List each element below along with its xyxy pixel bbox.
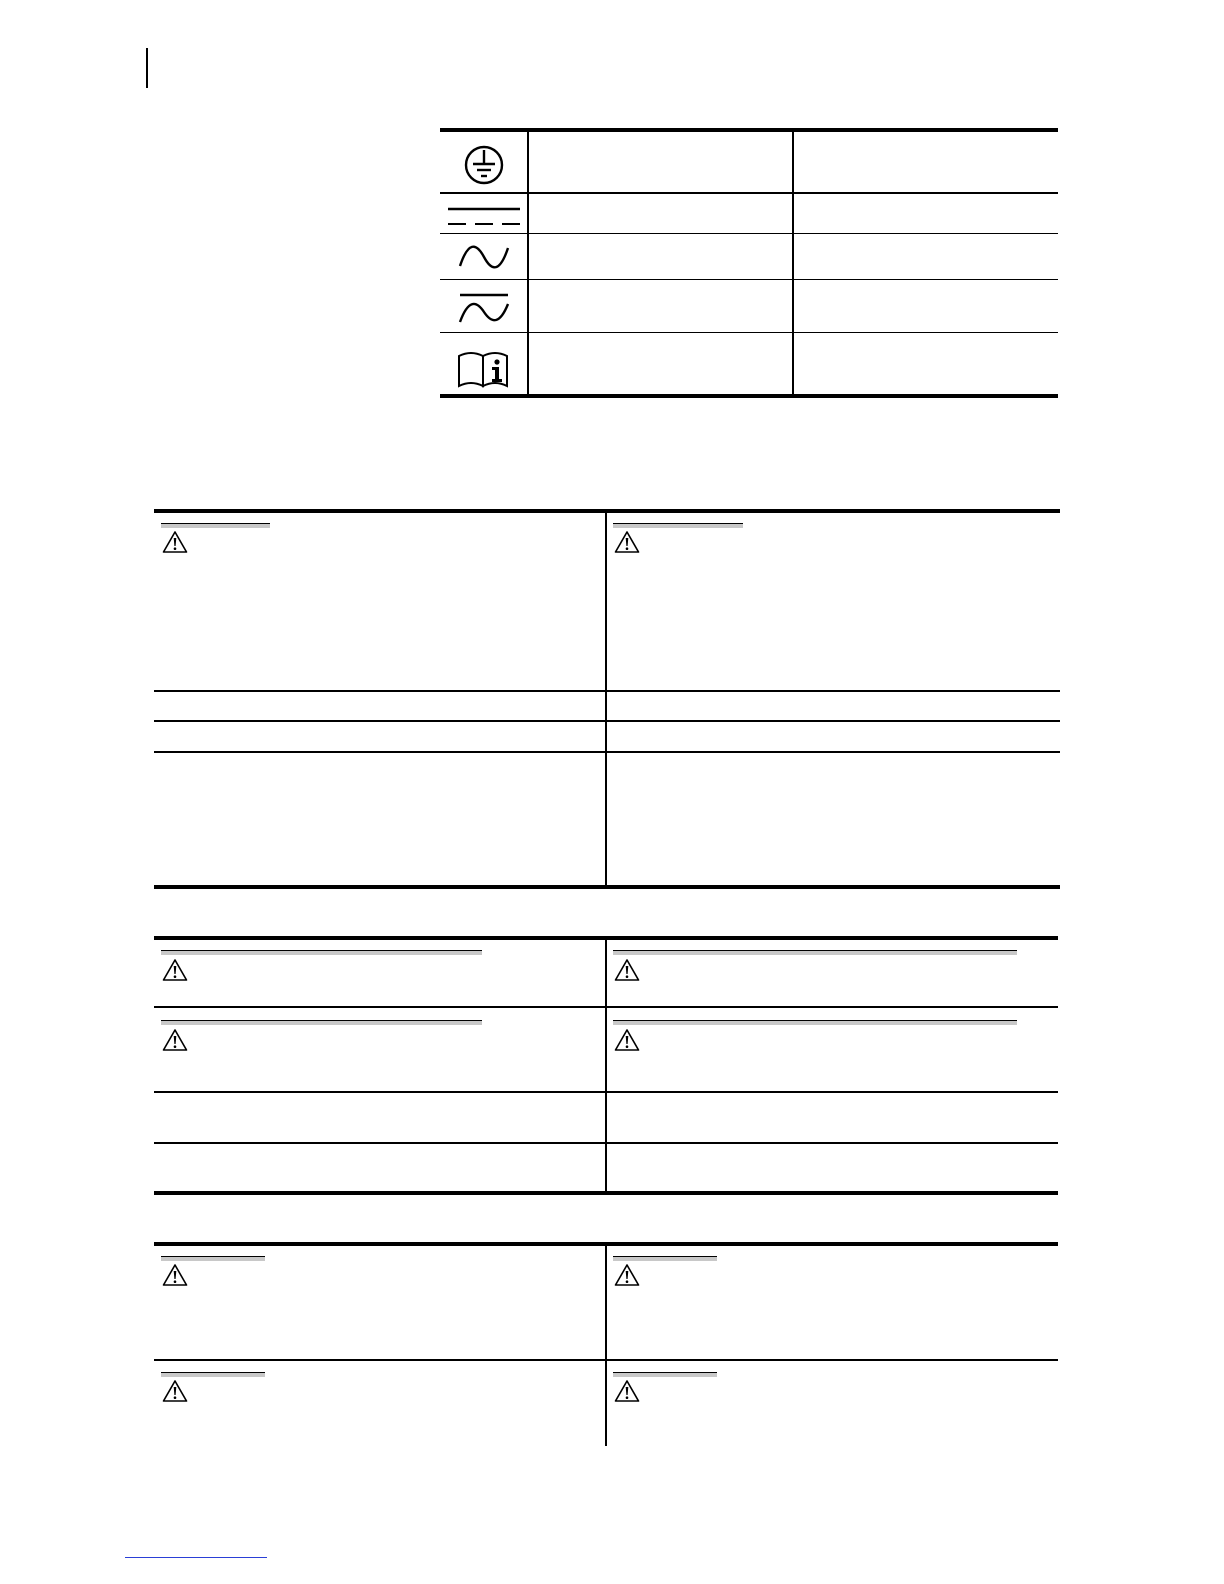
symbols-table-row-divider (440, 192, 1058, 194)
direct-current-icon (446, 200, 522, 228)
ac-dc-current-icon (456, 290, 512, 328)
warning-triangle-icon (614, 530, 640, 554)
table-bottom-rule (154, 885, 1060, 889)
table-bottom-rule (154, 1191, 1058, 1195)
warning-triangle-icon (162, 1028, 188, 1052)
protective-earth-ground-icon (460, 144, 508, 186)
table-col-divider (605, 513, 607, 885)
caution-heading-bar (161, 523, 270, 528)
warning-triangle-icon (614, 1263, 640, 1287)
caution-heading-bar (161, 950, 482, 955)
caution-heading-bar (161, 1372, 265, 1377)
table-row-divider (154, 751, 1060, 753)
caution-heading-bar (613, 1372, 717, 1377)
margin-mark (146, 48, 148, 88)
caution-heading-bar (613, 950, 1017, 955)
table-col-divider (605, 1246, 607, 1446)
table-row-divider (154, 690, 1060, 692)
warning-triangle-icon (162, 530, 188, 554)
caution-heading-bar (161, 1256, 265, 1261)
table-top-rule (154, 509, 1060, 513)
warning-triangle-icon (614, 958, 640, 982)
symbols-table-top-rule (440, 128, 1058, 132)
caution-heading-bar (613, 1256, 717, 1261)
table-col-divider (605, 940, 607, 1191)
warning-triangle-icon (162, 1263, 188, 1287)
caution-heading-bar (613, 1020, 1017, 1025)
symbols-table-bottom-rule (440, 394, 1058, 398)
alternating-current-icon (456, 240, 512, 274)
symbols-table-row-divider (440, 279, 1058, 280)
footer-link-underline[interactable] (125, 1557, 267, 1558)
symbols-table-row-divider (440, 233, 1058, 234)
caution-heading-bar (161, 1020, 482, 1025)
table-row-divider (154, 720, 1060, 722)
consult-manual-info-icon (456, 346, 512, 388)
warning-triangle-icon (614, 1028, 640, 1052)
symbols-table-col-divider (792, 132, 794, 394)
symbols-table-row-divider (440, 332, 1058, 333)
warning-triangle-icon (162, 1379, 188, 1403)
warning-triangle-icon (614, 1379, 640, 1403)
symbols-table-col-divider (527, 132, 529, 394)
caution-heading-bar (613, 523, 743, 528)
warning-triangle-icon (162, 958, 188, 982)
